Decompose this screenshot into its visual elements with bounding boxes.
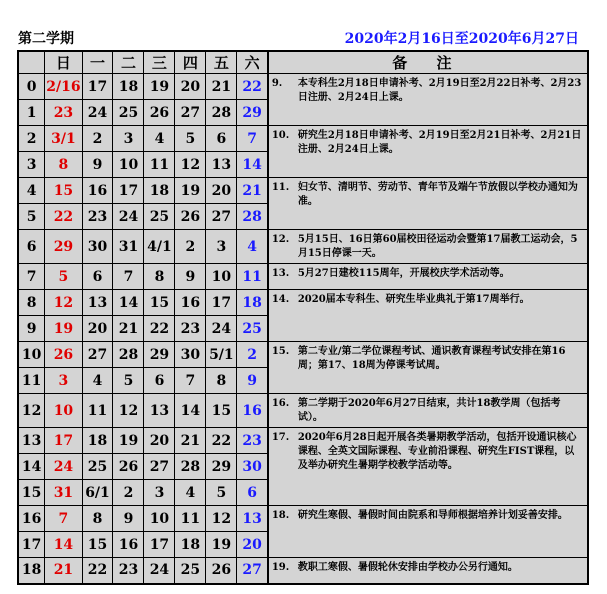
week-number: 3	[18, 152, 45, 178]
day-cell-sat: 16	[237, 394, 268, 428]
note-text: 2020届本专科生、研究生毕业典礼于第17周举行。	[297, 294, 530, 305]
day-cell-wed: 15	[144, 290, 175, 316]
day-cell-mon: 18	[82, 428, 113, 454]
day-cell-sat: 22	[237, 74, 268, 100]
day-cell-mon: 24	[82, 100, 113, 126]
day-cell-mon: 17	[82, 74, 113, 100]
day-cell-mon: 2	[82, 126, 113, 152]
week-number: 2	[18, 126, 45, 152]
day-cell-tue: 31	[113, 230, 144, 264]
day-cell-tue: 19	[113, 428, 144, 454]
day-cell-sat: 18	[237, 290, 268, 316]
week-row	[18, 394, 588, 428]
note-text: 第二专业/第二学位课程考试、通识教育课程考试安排在第16周；第17、18周为停课考试周。	[297, 346, 566, 371]
day-cell-mon: 16	[82, 178, 113, 204]
day-cell-tue: 14	[113, 290, 144, 316]
week-row	[18, 428, 588, 454]
day-cell-mon: 6	[82, 264, 113, 290]
day-cell-sun: 14	[45, 532, 82, 558]
note-number: 9.	[271, 78, 283, 89]
day-cell-mon: 9	[82, 152, 113, 178]
day-cell-mon: 30	[82, 230, 113, 264]
week-row	[18, 178, 588, 204]
note-number: 15.	[271, 346, 290, 357]
day-cell-wed: 25	[144, 204, 175, 230]
week-row	[18, 264, 588, 290]
note-cell	[268, 428, 588, 506]
day-cell-fri: 26	[206, 558, 237, 584]
day-cell-sat: 11	[237, 264, 268, 290]
note-text: 5月15日、16日第60届校田径运动会暨第17届教工运动会，5月15日停课一天。	[297, 234, 578, 259]
day-cell-fri: 19	[206, 532, 237, 558]
day-cell-tue: 23	[113, 558, 144, 584]
week-row	[18, 74, 588, 100]
day-cell-tue: 28	[113, 342, 144, 368]
note-item	[269, 264, 587, 283]
day-cell-tue: 17	[113, 178, 144, 204]
day-cell-mon: 20	[82, 316, 113, 342]
week-number: 12	[18, 394, 45, 428]
note-number: 13.	[271, 268, 290, 279]
day-cell-sat: 20	[237, 532, 268, 558]
note-item	[269, 178, 587, 211]
day-cell-wed: 10	[144, 506, 175, 532]
day-cell-thu: 20	[175, 74, 206, 100]
day-cell-sat: 2	[237, 342, 268, 368]
day-cell-fri: 20	[206, 178, 237, 204]
week-number: 15	[18, 480, 45, 506]
day-cell-thu: 18	[175, 532, 206, 558]
week-row	[18, 506, 588, 532]
day-cell-sat: 13	[237, 506, 268, 532]
week-number: 10	[18, 342, 45, 368]
day-cell-thu: 23	[175, 316, 206, 342]
day-cell-sun: 3	[45, 368, 82, 394]
day-cell-sun: 15	[45, 178, 82, 204]
note-number: 12.	[271, 234, 290, 245]
note-item	[269, 74, 587, 107]
day-cell-fri: 5	[206, 480, 237, 506]
note-text: 研究生寒假、暑假时间由院系和导师根据培养计划妥善安排。	[297, 510, 568, 521]
week-row	[18, 342, 588, 368]
day-cell-sun: 7	[45, 506, 82, 532]
day-cell-wed: 24	[144, 558, 175, 584]
note-cell	[268, 264, 588, 290]
day-cell-mon: 8	[82, 506, 113, 532]
day-cell-sun: 21	[45, 558, 82, 584]
day-cell-sun: 8	[45, 152, 82, 178]
note-number: 16.	[271, 398, 290, 409]
day-cell-wed: 13	[144, 394, 175, 428]
day-cell-wed: 19	[144, 74, 175, 100]
note-cell	[268, 558, 588, 584]
col-header-tue: 二	[113, 51, 144, 74]
note-text: 本专科生2月18日申请补考、2月19日至2月22日补考、2月23日注册、2月24日上课。	[297, 78, 582, 103]
day-cell-fri: 17	[206, 290, 237, 316]
day-cell-wed: 3	[144, 480, 175, 506]
col-header-mon: 一	[82, 51, 113, 74]
day-cell-wed: 22	[144, 316, 175, 342]
day-cell-wed: 4/1	[144, 230, 175, 264]
day-cell-thu: 21	[175, 428, 206, 454]
note-cell	[268, 506, 588, 558]
day-cell-fri: 28	[206, 100, 237, 126]
day-cell-sat: 9	[237, 368, 268, 394]
day-cell-thu: 26	[175, 204, 206, 230]
week-row	[18, 558, 588, 584]
note-number: 18.	[271, 510, 290, 521]
day-cell-thu: 27	[175, 100, 206, 126]
day-cell-sat: 27	[237, 558, 268, 584]
col-header-wed: 三	[144, 51, 175, 74]
note-cell	[268, 126, 588, 178]
col-header-thu: 四	[175, 51, 206, 74]
day-cell-wed: 11	[144, 152, 175, 178]
day-cell-tue: 10	[113, 152, 144, 178]
week-number: 9	[18, 316, 45, 342]
note-item	[269, 506, 587, 525]
note-item	[269, 230, 587, 263]
day-cell-thu: 4	[175, 480, 206, 506]
day-cell-tue: 12	[113, 394, 144, 428]
day-cell-thu: 7	[175, 368, 206, 394]
day-cell-sat: 4	[237, 230, 268, 264]
note-item	[269, 558, 587, 577]
week-number: 4	[18, 178, 45, 204]
day-cell-tue: 5	[113, 368, 144, 394]
day-cell-mon: 15	[82, 532, 113, 558]
day-cell-sat: 7	[237, 126, 268, 152]
week-row	[18, 290, 588, 316]
day-cell-fri: 3	[206, 230, 237, 264]
day-cell-thu: 5	[175, 126, 206, 152]
day-cell-mon: 23	[82, 204, 113, 230]
day-cell-wed: 20	[144, 428, 175, 454]
week-number: 8	[18, 290, 45, 316]
day-cell-sun: 2/16	[45, 74, 82, 100]
week-number: 0	[18, 74, 45, 100]
day-cell-sun: 26	[45, 342, 82, 368]
week-number: 14	[18, 454, 45, 480]
note-number: 17.	[271, 432, 290, 443]
day-cell-mon: 13	[82, 290, 113, 316]
note-number: 11.	[271, 182, 290, 193]
day-cell-tue: 7	[113, 264, 144, 290]
day-cell-fri: 8	[206, 368, 237, 394]
header-row	[18, 51, 588, 74]
term-title: 第二学期	[18, 31, 74, 47]
week-header	[18, 51, 45, 74]
day-cell-fri: 24	[206, 316, 237, 342]
day-cell-thu: 2	[175, 230, 206, 264]
note-text: 妇女节、清明节、劳动节、青年节及端午节放假以学校办通知为准。	[297, 182, 578, 207]
day-cell-thu: 9	[175, 264, 206, 290]
day-cell-thu: 19	[175, 178, 206, 204]
week-number: 7	[18, 264, 45, 290]
note-item	[269, 394, 587, 427]
day-cell-sun: 17	[45, 428, 82, 454]
day-cell-wed: 17	[144, 532, 175, 558]
day-cell-fri: 10	[206, 264, 237, 290]
week-number: 18	[18, 558, 45, 584]
note-cell	[268, 290, 588, 342]
note-item	[269, 428, 587, 475]
day-cell-fri: 22	[206, 428, 237, 454]
day-cell-tue: 2	[113, 480, 144, 506]
notes-header: 备 注	[268, 51, 588, 74]
day-cell-thu: 11	[175, 506, 206, 532]
day-cell-sun: 3/1	[45, 126, 82, 152]
day-cell-sat: 14	[237, 152, 268, 178]
note-item	[269, 342, 587, 375]
note-text: 教职工寒假、暑假轮休安排由学校办公另行通知。	[297, 562, 518, 573]
day-cell-sun: 24	[45, 454, 82, 480]
col-header-sun: 日	[45, 51, 82, 74]
day-cell-wed: 4	[144, 126, 175, 152]
day-cell-fri: 12	[206, 506, 237, 532]
week-number: 1	[18, 100, 45, 126]
day-cell-sun: 22	[45, 204, 82, 230]
day-cell-thu: 14	[175, 394, 206, 428]
col-header-fri: 五	[206, 51, 237, 74]
day-cell-tue: 16	[113, 532, 144, 558]
week-number: 17	[18, 532, 45, 558]
day-cell-wed: 29	[144, 342, 175, 368]
note-number: 19.	[271, 562, 290, 573]
week-number: 5	[18, 204, 45, 230]
day-cell-sun: 23	[45, 100, 82, 126]
day-cell-tue: 3	[113, 126, 144, 152]
note-cell	[268, 74, 588, 126]
day-cell-sat: 6	[237, 480, 268, 506]
day-cell-fri: 27	[206, 204, 237, 230]
note-cell	[268, 230, 588, 264]
day-cell-wed: 26	[144, 100, 175, 126]
day-cell-mon: 6/1	[82, 480, 113, 506]
note-cell	[268, 394, 588, 428]
day-cell-sat: 28	[237, 204, 268, 230]
day-cell-thu: 25	[175, 558, 206, 584]
day-cell-fri: 21	[206, 74, 237, 100]
note-number: 10.	[271, 130, 290, 141]
day-cell-thu: 28	[175, 454, 206, 480]
note-cell	[268, 342, 588, 394]
day-cell-sat: 21	[237, 178, 268, 204]
note-item	[269, 126, 587, 159]
note-text: 5月27日建校115周年，开展校庆学术活动等。	[297, 268, 510, 279]
day-cell-tue: 26	[113, 454, 144, 480]
note-text: 2020年6月28日起开展各类暑期教学活动，包括开设通识核心课程、全英文国际课程、专业前沿课程、研究生FIST课程，以及举办研究生暑期学校教学活动等。	[297, 432, 577, 471]
day-cell-sat: 30	[237, 454, 268, 480]
day-cell-sat: 23	[237, 428, 268, 454]
day-cell-fri: 6	[206, 126, 237, 152]
day-cell-mon: 27	[82, 342, 113, 368]
day-cell-mon: 11	[82, 394, 113, 428]
day-cell-thu: 16	[175, 290, 206, 316]
col-header-sat: 六	[237, 51, 268, 74]
week-number: 6	[18, 230, 45, 264]
day-cell-tue: 24	[113, 204, 144, 230]
day-cell-tue: 18	[113, 74, 144, 100]
day-cell-thu: 30	[175, 342, 206, 368]
day-cell-wed: 6	[144, 368, 175, 394]
day-cell-tue: 25	[113, 100, 144, 126]
week-number: 11	[18, 368, 45, 394]
day-cell-tue: 9	[113, 506, 144, 532]
day-cell-fri: 13	[206, 152, 237, 178]
day-cell-fri: 29	[206, 454, 237, 480]
date-range: 2020年2月16日至2020年6月27日	[344, 31, 579, 47]
day-cell-sun: 29	[45, 230, 82, 264]
day-cell-sat: 29	[237, 100, 268, 126]
note-text: 第二学期于2020年6月27日结束，共计18教学周（包括考试）。	[297, 398, 561, 423]
day-cell-thu: 12	[175, 152, 206, 178]
day-cell-sun: 10	[45, 394, 82, 428]
day-cell-fri: 5/1	[206, 342, 237, 368]
calendar-table	[17, 50, 589, 585]
day-cell-sun: 31	[45, 480, 82, 506]
day-cell-tue: 21	[113, 316, 144, 342]
note-cell	[268, 178, 588, 230]
note-number: 14.	[271, 294, 290, 305]
week-number: 16	[18, 506, 45, 532]
day-cell-sat: 25	[237, 316, 268, 342]
day-cell-wed: 18	[144, 178, 175, 204]
day-cell-wed: 27	[144, 454, 175, 480]
day-cell-wed: 8	[144, 264, 175, 290]
day-cell-sun: 5	[45, 264, 82, 290]
day-cell-mon: 25	[82, 454, 113, 480]
week-number: 13	[18, 428, 45, 454]
day-cell-mon: 22	[82, 558, 113, 584]
week-row	[18, 230, 588, 264]
note-item	[269, 290, 587, 309]
day-cell-sun: 19	[45, 316, 82, 342]
week-row	[18, 126, 588, 152]
day-cell-mon: 4	[82, 368, 113, 394]
note-text: 研究生2月18日申请补考、2月19日至2月21日补考、2月21日注册、2月24日上课。	[297, 130, 582, 155]
day-cell-fri: 15	[206, 394, 237, 428]
day-cell-sun: 12	[45, 290, 82, 316]
